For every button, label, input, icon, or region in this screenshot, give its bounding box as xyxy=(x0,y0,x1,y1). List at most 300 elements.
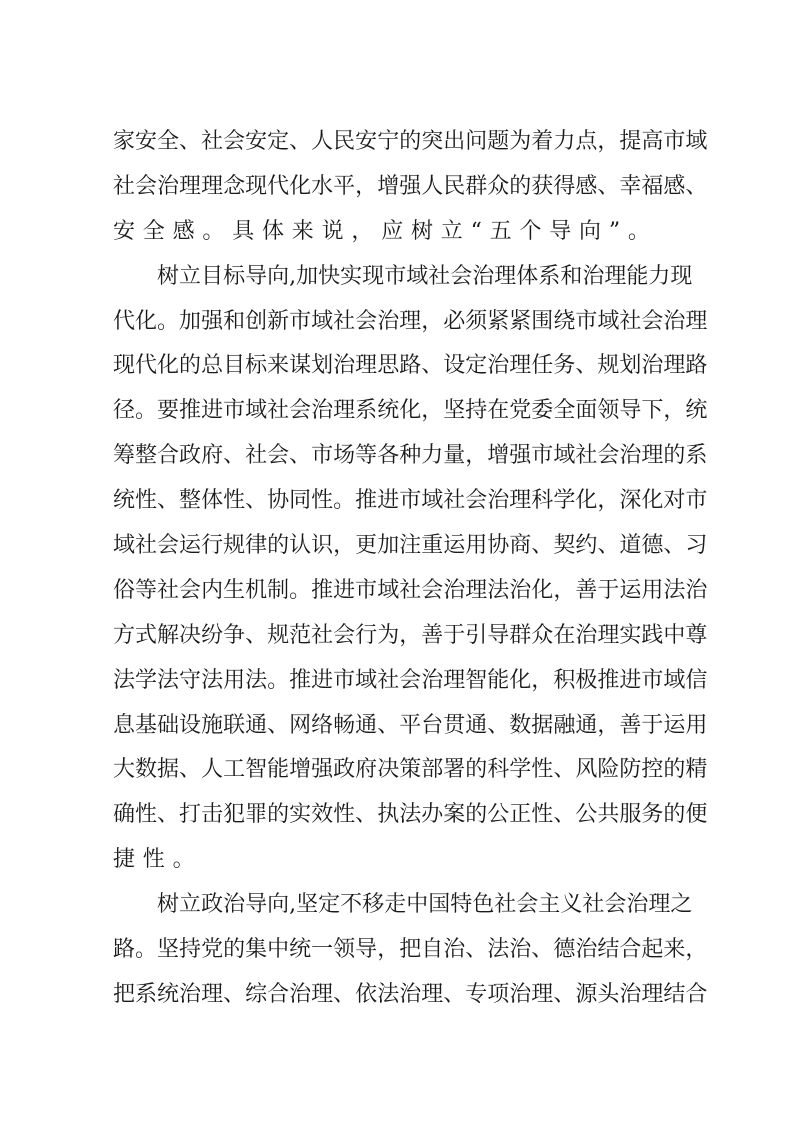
glyph: 式 xyxy=(135,622,158,648)
glyph: 念 xyxy=(223,173,246,199)
text-line xyxy=(113,389,708,434)
glyph: 社 xyxy=(619,308,642,334)
glyph: 系 xyxy=(538,263,561,289)
glyph: 现 xyxy=(245,173,268,199)
glyph: 守 xyxy=(179,667,202,693)
glyph: 域 xyxy=(685,129,708,154)
glyph: 市 xyxy=(641,667,664,693)
text-line xyxy=(113,973,708,1018)
glyph: 实 xyxy=(340,263,363,289)
glyph: 施 xyxy=(201,712,224,738)
glyph: 进 xyxy=(377,488,400,514)
glyph: 府 xyxy=(355,757,378,783)
glyph: 部 xyxy=(421,757,444,783)
glyph: 来 xyxy=(663,937,686,963)
glyph: 坚 xyxy=(157,937,180,963)
glyph: 强 xyxy=(311,757,334,783)
glyph: 社 xyxy=(399,577,422,603)
glyph: 行 xyxy=(201,533,224,559)
glyph: 社 xyxy=(113,173,136,199)
glyph: 用 xyxy=(641,577,664,603)
glyph: 统 xyxy=(685,398,708,424)
glyph: 色 xyxy=(472,892,495,918)
glyph: ， xyxy=(597,129,620,154)
glyph: 会 xyxy=(223,129,246,154)
glyph: 中 xyxy=(406,892,429,918)
glyph: 域 xyxy=(406,263,429,289)
glyph: 现 xyxy=(362,263,385,289)
text-line: 捷性。 xyxy=(113,847,203,873)
glyph: 化 xyxy=(641,488,664,514)
paragraph-political-orientation xyxy=(113,883,708,1018)
glyph: ， xyxy=(333,533,356,559)
glyph: 宁 xyxy=(377,129,400,154)
glyph: 政 xyxy=(201,892,224,918)
glyph: 标 xyxy=(245,353,268,379)
glyph: 理 xyxy=(531,981,554,1007)
paragraph-intro-continuation xyxy=(113,120,708,255)
glyph: 义 xyxy=(560,892,583,918)
glyph: 域 xyxy=(245,398,268,424)
glyph: 规 xyxy=(267,622,290,648)
glyph: 坚 xyxy=(443,398,466,424)
glyph: 。 xyxy=(267,667,290,693)
glyph: 的 xyxy=(267,533,290,559)
glyph: 平 xyxy=(399,712,422,738)
glyph: 出 xyxy=(443,129,466,154)
text-line xyxy=(113,300,708,345)
glyph: 的 xyxy=(465,757,488,783)
glyph: 问 xyxy=(465,129,488,154)
glyph: 整 xyxy=(135,443,158,469)
glyph: 增 xyxy=(487,443,510,469)
glyph: 主 xyxy=(538,892,561,918)
glyph: 的 xyxy=(179,353,202,379)
glyph: 决 xyxy=(179,622,202,648)
glyph: 法 xyxy=(201,667,224,693)
glyph: 据 xyxy=(531,712,554,738)
glyph: 学 xyxy=(509,757,532,783)
glyph: 、 xyxy=(685,173,708,199)
glyph: 获 xyxy=(531,173,554,199)
glyph: 统 xyxy=(113,488,136,514)
glyph: 决 xyxy=(377,757,400,783)
glyph: 社 xyxy=(377,667,400,693)
glyph: 得 xyxy=(553,173,576,199)
glyph: 击 xyxy=(201,802,224,828)
glyph: 力 xyxy=(648,263,671,289)
glyph: 强 xyxy=(399,173,422,199)
glyph: 、 xyxy=(465,937,488,963)
glyph: 市 xyxy=(223,398,246,424)
glyph: 导 xyxy=(355,937,378,963)
glyph: 数 xyxy=(135,757,158,783)
glyph: 人 xyxy=(201,757,224,783)
glyph: 。 xyxy=(157,308,180,334)
text-line xyxy=(113,614,708,659)
glyph: 打 xyxy=(179,802,202,828)
glyph: 理 xyxy=(597,622,620,648)
glyph: 贯 xyxy=(443,712,466,738)
glyph: 性 xyxy=(135,802,158,828)
glyph: 种 xyxy=(399,443,422,469)
glyph: 解 xyxy=(157,622,180,648)
glyph: 的 xyxy=(399,129,422,154)
glyph: 人 xyxy=(311,129,334,154)
glyph: 、 xyxy=(597,533,620,559)
glyph: 会 xyxy=(267,443,290,469)
glyph: 险 xyxy=(597,757,620,783)
glyph: 治 xyxy=(619,443,642,469)
glyph: 会 xyxy=(355,308,378,334)
glyph: , xyxy=(289,263,297,289)
glyph: 理 xyxy=(421,981,444,1007)
glyph: 通 xyxy=(245,712,268,738)
glyph: 推 xyxy=(179,398,202,424)
glyph: ， xyxy=(421,398,444,424)
glyph: ， xyxy=(377,937,400,963)
glyph: 会 xyxy=(604,892,627,918)
glyph: 融 xyxy=(553,712,576,738)
text-line xyxy=(113,883,693,928)
glyph: 民 xyxy=(443,173,466,199)
glyph: 践 xyxy=(641,622,664,648)
glyph: ， xyxy=(465,443,488,469)
glyph: 础 xyxy=(157,712,180,738)
glyph: 标 xyxy=(223,263,246,289)
glyph: 法 xyxy=(113,667,136,693)
glyph: 性 xyxy=(333,802,356,828)
glyph xyxy=(135,883,157,928)
glyph: 领 xyxy=(597,398,620,424)
glyph: 治 xyxy=(179,981,202,1007)
glyph: 量 xyxy=(443,443,466,469)
glyph: 理 xyxy=(355,353,378,379)
glyph: 推 xyxy=(311,577,334,603)
glyph: 快 xyxy=(318,263,341,289)
glyph: 要 xyxy=(157,398,180,424)
glyph: 现 xyxy=(113,353,136,379)
glyph: 社 xyxy=(135,533,158,559)
glyph: 治 xyxy=(399,981,422,1007)
glyph: 治 xyxy=(509,577,532,603)
glyph: 网 xyxy=(289,712,312,738)
glyph: 理 xyxy=(604,263,627,289)
glyph: 工 xyxy=(223,757,246,783)
paragraph-goal-orientation xyxy=(113,255,708,883)
glyph: 、 xyxy=(355,802,378,828)
glyph: 性 xyxy=(531,757,554,783)
glyph: 各 xyxy=(377,443,400,469)
glyph: 理 xyxy=(494,263,517,289)
glyph: 持 xyxy=(465,398,488,424)
glyph: 目 xyxy=(223,353,246,379)
glyph: 会 xyxy=(465,488,488,514)
glyph: 、 xyxy=(179,129,202,154)
glyph: 信 xyxy=(685,667,708,693)
glyph: 自 xyxy=(421,937,444,963)
glyph xyxy=(113,255,135,300)
text-line xyxy=(113,120,708,165)
glyph: 规 xyxy=(597,353,620,379)
glyph: 积 xyxy=(553,667,576,693)
glyph: 理 xyxy=(311,981,334,1007)
glyph: 强 xyxy=(509,443,532,469)
text-line xyxy=(113,165,708,210)
glyph: 善 xyxy=(619,712,642,738)
glyph: 社 xyxy=(245,443,268,469)
glyph: 社 xyxy=(201,129,224,154)
glyph: 径 xyxy=(113,398,136,424)
glyph: 立 xyxy=(179,263,202,289)
glyph: 治 xyxy=(575,622,598,648)
glyph: 契 xyxy=(553,533,576,559)
glyph: 进 xyxy=(201,398,224,424)
glyph: 众 xyxy=(487,173,510,199)
glyph: 实 xyxy=(619,622,642,648)
glyph: 会 xyxy=(421,577,444,603)
glyph: 福 xyxy=(641,173,664,199)
glyph: 走 xyxy=(384,892,407,918)
glyph: 进 xyxy=(333,577,356,603)
glyph: 紧 xyxy=(509,308,532,334)
glyph: 会 xyxy=(289,398,312,424)
glyph: 不 xyxy=(340,892,363,918)
glyph: 犯 xyxy=(223,802,246,828)
glyph: 会 xyxy=(179,577,202,603)
glyph: 创 xyxy=(245,308,268,334)
glyph: 平 xyxy=(333,173,356,199)
text-line xyxy=(113,479,708,524)
glyph: 定 xyxy=(318,892,341,918)
glyph: 办 xyxy=(421,802,444,828)
glyph: 必 xyxy=(443,308,466,334)
glyph: 感 xyxy=(663,173,686,199)
glyph: 化 xyxy=(575,488,598,514)
glyph: 署 xyxy=(443,757,466,783)
glyph: 化 xyxy=(135,308,158,334)
glyph: 设 xyxy=(179,712,202,738)
glyph: 头 xyxy=(597,981,620,1007)
glyph: 围 xyxy=(531,308,554,334)
glyph: 设 xyxy=(443,353,466,379)
glyph: 树 xyxy=(157,263,180,289)
glyph: 会 xyxy=(450,263,473,289)
glyph: 于 xyxy=(597,577,620,603)
glyph: 社 xyxy=(333,308,356,334)
glyph: 道 xyxy=(619,533,642,559)
glyph: 域 xyxy=(113,533,136,559)
glyph: 、 xyxy=(487,712,510,738)
glyph: 运 xyxy=(663,712,686,738)
glyph: 协 xyxy=(267,488,290,514)
glyph: 安 xyxy=(355,129,378,154)
glyph: 为 xyxy=(509,129,532,154)
glyph: 科 xyxy=(487,757,510,783)
glyph: 通 xyxy=(355,712,378,738)
glyph: 理 xyxy=(509,353,532,379)
glyph: 市 xyxy=(355,577,378,603)
glyph: 务 xyxy=(553,353,576,379)
glyph: 、 xyxy=(377,712,400,738)
glyph: 体 xyxy=(516,263,539,289)
glyph: ， xyxy=(399,622,422,648)
glyph: ， xyxy=(421,308,444,334)
glyph: 等 xyxy=(355,443,378,469)
glyph: 增 xyxy=(377,173,400,199)
glyph: 的 xyxy=(223,937,246,963)
glyph: 任 xyxy=(531,353,554,379)
glyph: 域 xyxy=(663,667,686,693)
glyph: 为 xyxy=(377,622,400,648)
glyph: 社 xyxy=(311,622,334,648)
glyph: 市 xyxy=(531,443,554,469)
glyph: 治 xyxy=(472,263,495,289)
glyph: 代 xyxy=(267,173,290,199)
glyph: 法 xyxy=(399,802,422,828)
glyph: 源 xyxy=(575,981,598,1007)
glyph: 理 xyxy=(201,173,224,199)
glyph: 络 xyxy=(311,712,334,738)
glyph: 合 xyxy=(619,937,642,963)
text-line xyxy=(113,434,708,479)
glyph: 治 xyxy=(421,667,444,693)
glyph: 合 xyxy=(685,981,708,1007)
glyph: 增 xyxy=(289,757,312,783)
glyph: 生 xyxy=(223,577,246,603)
glyph: 运 xyxy=(179,533,202,559)
glyph: 合 xyxy=(267,981,290,1007)
glyph: 规 xyxy=(223,533,246,559)
glyph: 行 xyxy=(355,622,378,648)
glyph: 公 xyxy=(575,802,598,828)
glyph: 运 xyxy=(443,533,466,559)
glyph: 中 xyxy=(663,622,686,648)
glyph: 的 xyxy=(663,757,686,783)
glyph: 习 xyxy=(685,533,708,559)
glyph: 结 xyxy=(663,981,686,1007)
glyph: 理 xyxy=(179,173,202,199)
glyph: 全 xyxy=(553,398,576,424)
glyph: 体 xyxy=(201,488,224,514)
glyph: 立 xyxy=(179,892,202,918)
glyph: 综 xyxy=(245,981,268,1007)
glyph: 通 xyxy=(465,712,488,738)
glyph: 数 xyxy=(509,712,532,738)
glyph: 法 xyxy=(377,981,400,1007)
glyph: 认 xyxy=(289,533,312,559)
glyph: 于 xyxy=(443,622,466,648)
glyph: 幸 xyxy=(619,173,642,199)
glyph: 、 xyxy=(157,488,180,514)
glyph: 力 xyxy=(421,443,444,469)
glyph: 理 xyxy=(509,488,532,514)
glyph: 重 xyxy=(421,533,444,559)
glyph: 群 xyxy=(509,622,532,648)
text-line xyxy=(113,569,708,614)
glyph: 极 xyxy=(575,667,598,693)
glyph: 市 xyxy=(333,667,356,693)
glyph xyxy=(135,255,157,300)
glyph: 、 xyxy=(245,488,268,514)
glyph: 化 xyxy=(157,353,180,379)
glyph: 善 xyxy=(421,622,444,648)
glyph: 进 xyxy=(311,667,334,693)
text-line xyxy=(113,659,708,704)
glyph: 坚 xyxy=(296,892,319,918)
glyph: 目 xyxy=(201,263,224,289)
glyph: 域 xyxy=(355,667,378,693)
glyph: 治 xyxy=(377,308,400,334)
glyph: 定 xyxy=(465,353,488,379)
glyph: 、 xyxy=(663,533,686,559)
glyph: 运 xyxy=(619,577,642,603)
glyph: 、 xyxy=(289,129,312,154)
glyph: 把 xyxy=(113,981,136,1007)
glyph: 治 xyxy=(487,488,510,514)
glyph: 、 xyxy=(179,757,202,783)
glyph: 、 xyxy=(443,981,466,1007)
glyph: 领 xyxy=(333,937,356,963)
glyph: 。 xyxy=(135,937,158,963)
glyph: 尊 xyxy=(685,622,708,648)
glyph: 治 xyxy=(509,981,532,1007)
glyph: 公 xyxy=(487,802,510,828)
glyph: 更 xyxy=(355,533,378,559)
glyph: 移 xyxy=(362,892,385,918)
glyph: 、 xyxy=(223,981,246,1007)
glyph: 理 xyxy=(641,981,664,1007)
glyph: 法 xyxy=(663,577,686,603)
glyph: 市 xyxy=(685,488,708,514)
glyph: 、 xyxy=(333,981,356,1007)
glyph: 善 xyxy=(575,577,598,603)
glyph: 治 xyxy=(157,173,180,199)
glyph: 确 xyxy=(113,802,136,828)
glyph: 社 xyxy=(428,263,451,289)
glyph: 理 xyxy=(333,398,356,424)
glyph: 引 xyxy=(465,622,488,648)
glyph: 社 xyxy=(157,577,180,603)
glyph: 进 xyxy=(619,667,642,693)
glyph: 市 xyxy=(399,488,422,514)
glyph: 国 xyxy=(428,892,451,918)
glyph: 基 xyxy=(135,712,158,738)
glyph: 治 xyxy=(487,353,510,379)
glyph: 域 xyxy=(377,577,400,603)
glyph: 理 xyxy=(663,353,686,379)
glyph: 制 xyxy=(267,577,290,603)
glyph: 着 xyxy=(531,129,554,154)
glyph xyxy=(113,883,135,928)
glyph: 统 xyxy=(289,937,312,963)
glyph: 推 xyxy=(355,488,378,514)
glyph: 化 xyxy=(509,667,532,693)
glyph: 集 xyxy=(245,937,268,963)
glyph: 治 xyxy=(443,577,466,603)
glyph: ， xyxy=(553,577,576,603)
text-line xyxy=(113,344,708,389)
glyph: 会 xyxy=(641,308,664,334)
glyph: 、 xyxy=(553,757,576,783)
glyph: 化 xyxy=(289,173,312,199)
glyph: 控 xyxy=(641,757,664,783)
glyph: ， xyxy=(685,937,708,963)
glyph: 理 xyxy=(685,308,708,334)
glyph: 思 xyxy=(377,353,400,379)
glyph: 识 xyxy=(311,533,334,559)
glyph: 据 xyxy=(157,757,180,783)
